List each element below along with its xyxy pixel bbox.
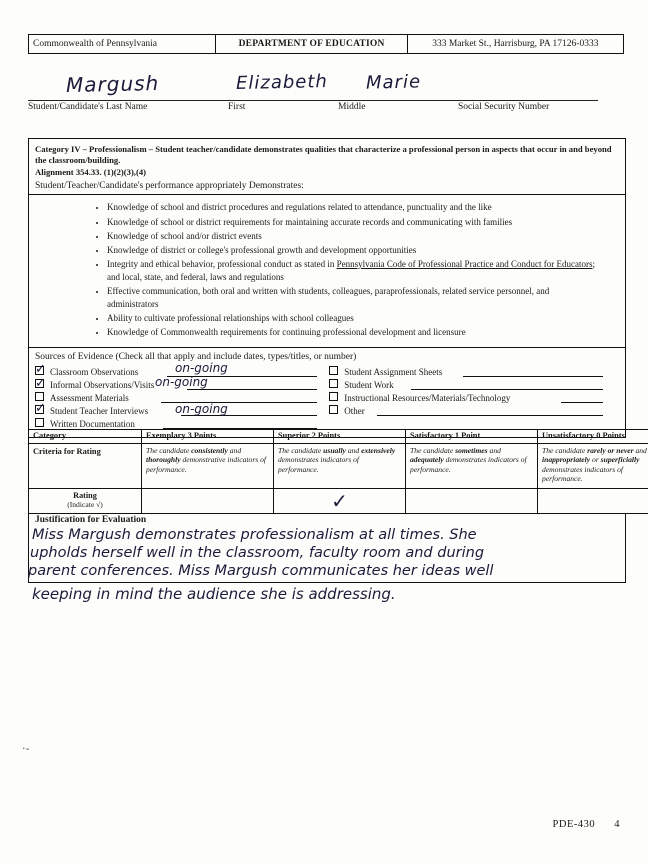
source-item-other[interactable] [329, 405, 611, 418]
list-item: • Ability to cultivate professional relationships with school colleagues [107, 312, 625, 325]
source-label: Other [344, 405, 365, 416]
source-item-student-teacher-interviews[interactable] [35, 400, 327, 418]
source-item-instructional-resources[interactable] [329, 392, 611, 405]
source-rule [561, 402, 603, 403]
sources-left-column [35, 360, 327, 431]
justification-handwriting-line-3: parent conferences. Miss Margush communicates her ideas well [28, 563, 494, 579]
source-item-informal-observations[interactable] [35, 374, 327, 392]
source-rule [187, 389, 317, 390]
rating-subtext: (Indicate √) [67, 500, 103, 509]
source-rule [411, 389, 603, 390]
checkbox-icon[interactable] [329, 405, 338, 414]
footer [553, 819, 620, 830]
rating-cell-superior[interactable]: ✓ [274, 489, 406, 514]
list-item: • Effective communication, both oral and written with students, colleagues, paraprofessionals, related service personnel, and administrators [107, 285, 625, 311]
rating-cell-satisfactory[interactable] [406, 489, 538, 514]
justification-handwriting-line-4: keeping in mind the audience she is addressing. [32, 585, 396, 603]
handwritten-check: ✓ [35, 400, 46, 416]
rubric-criteria-row [29, 444, 648, 489]
rating-rubric-table [28, 429, 648, 514]
sources-title: Sources of Evidence (Check all that apply and include dates, types/titles, or number) [35, 351, 357, 362]
rubric-description-satisfactory: The candidate sometimes and adequately demonstrates indicators of performance. [406, 444, 538, 489]
category-alignment: Alignment 354.33. (1)(2)(3),(4) [35, 167, 146, 178]
header-agency: Commonwealth of Pennsylvania [29, 35, 216, 54]
student-name-block [28, 72, 624, 116]
list-item: • Knowledge of district or college's professional growth and development opportunities [107, 244, 625, 257]
category-section [28, 138, 626, 438]
source-label: Student Work [344, 379, 394, 390]
rating-text: Rating [73, 491, 97, 500]
handwritten-middle-name: Marie [365, 71, 422, 94]
source-label: Assessment Materials [50, 392, 129, 403]
justification-handwriting-line-2: upholds herself well in the classroom, faculty room and during [30, 545, 485, 561]
handwritten-annotation: on-going [175, 360, 228, 375]
handwritten-annotation: on-going [175, 401, 228, 416]
justification-title: Justification for Evaluation [35, 515, 147, 525]
stray-mark: ·‑ [22, 742, 30, 755]
source-item-student-work[interactable] [329, 379, 611, 392]
list-item: • Integrity and ethical behavior, professional conduct as stated in Pennsylvania Code of Professional Practice and Conduct for Educators; and local, state, and federal, laws and regulations [107, 258, 625, 284]
source-label: Classroom Observations [50, 366, 139, 377]
rubric-header-satisfactory: Satisfactory 1 Point [406, 430, 538, 444]
rubric-header-category: Category [29, 430, 142, 444]
list-item: • Knowledge of Commonwealth requirements for continuing professional development and licensure [107, 326, 625, 339]
rubric-rating-label [29, 489, 142, 514]
header-department: DEPARTMENT OF EDUCATION [216, 35, 407, 54]
label-first-name: First [228, 102, 246, 112]
list-item: • Knowledge of school and/or district events [107, 230, 625, 243]
justification-handwriting-line-1: Miss Margush demonstrates professionalism at all times. She [32, 527, 477, 543]
rating-cell-unsatisfactory[interactable] [538, 489, 648, 514]
name-underline [28, 100, 598, 101]
rating-cell-exemplary[interactable] [142, 489, 274, 514]
source-label: Student Teacher Interviews [50, 405, 149, 416]
rubric-header-unsatisfactory: Unsatisfactory 0 Points [538, 430, 648, 444]
source-label: Instructional Resources/Materials/Technology [344, 392, 511, 403]
handwritten-last-name: Margush [65, 71, 160, 97]
rubric-description-exemplary: The candidate consistently and thoroughly demonstrative indicators of performance. [142, 444, 274, 489]
header-address: 333 Market St., Harrisburg, PA 17126-0333 [407, 35, 623, 54]
list-item: • Knowledge of school and district procedures and regulations related to attendance, punctuality and the like [107, 201, 625, 214]
label-middle-name: Middle [338, 102, 366, 112]
rubric-rating-row [29, 489, 648, 514]
handwritten-first-name: Elizabeth [235, 71, 329, 94]
indicator-list [29, 201, 625, 338]
checkbox-icon[interactable] [329, 379, 338, 388]
list-item: • Knowledge of school or district requirements for maintaining accurate records and communicating with families [107, 216, 625, 229]
sources-right-column [329, 366, 611, 418]
page-number: 4 [614, 819, 620, 830]
checkbox-icon[interactable] [329, 392, 338, 401]
header-row [29, 35, 624, 54]
performance-intro: Student/Teacher/Candidate's performance appropriately Demonstrates: [29, 180, 625, 195]
checkbox-icon[interactable] [35, 392, 44, 401]
handwritten-check: ✓ [35, 361, 46, 377]
form-number: PDE-430 [552, 819, 596, 830]
label-social-security-number: Social Security Number [458, 102, 550, 112]
handwritten-annotation: on-going [155, 374, 208, 389]
header-table [28, 34, 624, 54]
label-last-name: Student/Candidate's Last Name [28, 102, 148, 112]
checkbox-icon[interactable] [329, 366, 338, 375]
rubric-criteria-label: Criteria for Rating [29, 444, 142, 489]
source-label: Written Documentation [50, 418, 135, 429]
sources-of-evidence-section [29, 347, 625, 437]
handwritten-check: ✓ [35, 375, 46, 391]
source-label: Student Assignment Sheets [344, 366, 443, 377]
source-label: Informal Observations/Visits [50, 379, 155, 390]
sources-grid [35, 360, 619, 431]
category-title: Category IV – Professionalism – Student teacher/candidate demonstrates qualities that characterize a professional person in aspects that occur in and beyond the classroom/building. [35, 144, 612, 165]
source-rule [377, 415, 603, 416]
checkbox-icon[interactable] [35, 418, 44, 427]
source-item-student-assignment-sheets[interactable] [329, 366, 611, 379]
rubric-header-exemplary: Exemplary 3 Points [142, 430, 274, 444]
rubric-header-superior: Superior 2 Points [274, 430, 406, 444]
rubric-description-superior: The candidate usually and extensively demonstrates indicators of performance. [274, 444, 406, 489]
rubric-description-unsatisfactory: The candidate rarely or never and inappropriately or superficially demonstrates indicators of performance. [538, 444, 648, 489]
rubric-header-row [29, 430, 648, 444]
source-rule [463, 376, 603, 377]
